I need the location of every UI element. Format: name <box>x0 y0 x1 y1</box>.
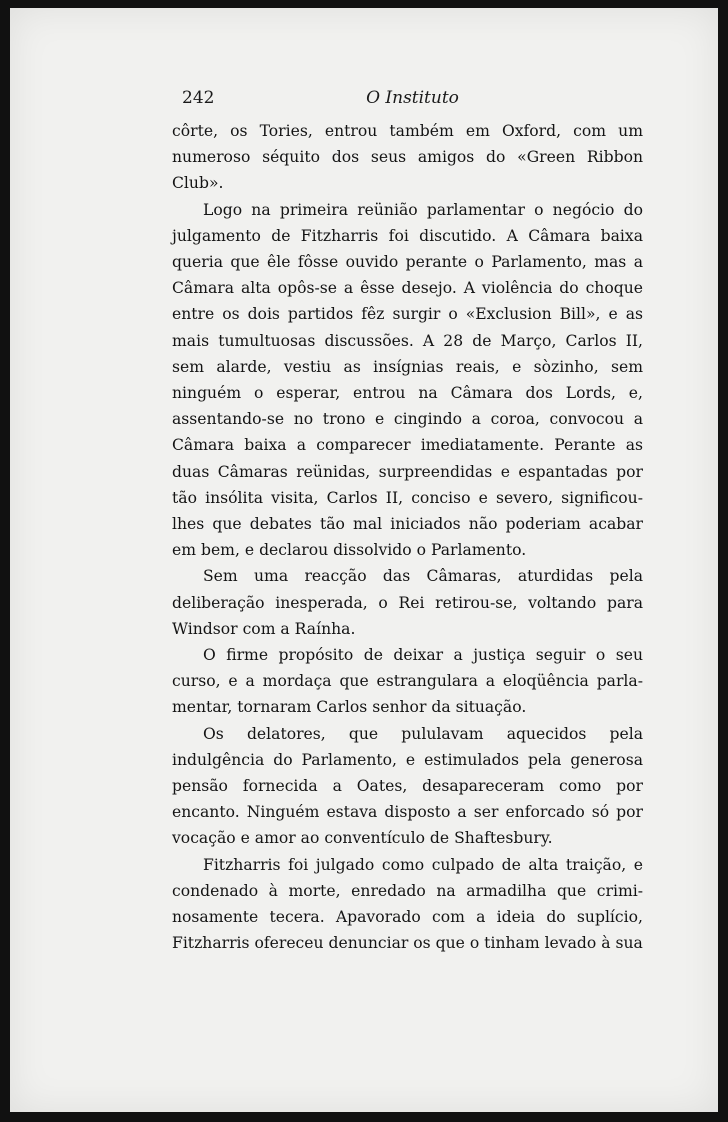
paragraph-6: Fitzharris foi julgado como culpado de alta traição, e condenado à morte, enredado na armadilha que criminosamente tecera. Apavorado com a ideia do suplício, Fitzharris ofereceu denunciar os que o tinham levado à sua <box>172 855 643 953</box>
paragraph-2: Logo na primeira reünião parlamentar o negócio do julgamento de Fitzharris foi discutido. A Câmara baixa queria que êle fôsse ouvido perante o Parlamento, mas a Câmara alta opôs-se a êsse desejo. A violência do choque entre os dois partidos fêz surgir o «Exclusion Bill», e as mais tumultuosas discussões. A 28 de Março, Carlos II, sem alarde, vestiu as insígnias reais, e sòzinho, sem ninguém o esperar, entrou na Câmara dos Lords, e, assentando-se no trono e cingindo a coroa, convocou a Câmara baixa a comparecer imediatamente. Perante as duas Câmaras reünidas, surpreendidas e espantadas por tão insólita visita, Carlos II, conciso e severo, significou-lhes que debates tão mal iniciados não poderiam acabar em bem, e declarou dissolvido o Parlamento. <box>172 200 643 560</box>
running-title: O Instituto <box>366 88 459 108</box>
page-number: 242 <box>182 88 215 108</box>
page-header <box>172 80 653 114</box>
paragraph-5: Os delatores, que pululavam aquecidos pela indulgência do Parlamento, e estimulados pela generosa pensão fornecida a Oates, desapareceram como por encanto. Ninguém estava disposto a ser enforcado só por vocação e amor ao conventículo de Shaftesbury. <box>172 724 643 848</box>
paragraph-3: Sem uma reacção das Câmaras, aturdidas pela deliberação inesperada, o Rei retirou-se, voltando para Windsor com a Raínha. <box>172 567 643 638</box>
body-text <box>172 118 643 957</box>
paragraph-4: O firme propósito de deixar a justiça seguir o seu curso, e a mordaça que estrangulara a eloqüência parlamentar, tornaram Carlos senhor da situação. <box>172 646 643 717</box>
paragraph-1: côrte, os Tories, entrou também em Oxford, com um numeroso séquito dos seus amigos do «Green Ribbon Club». <box>172 122 643 193</box>
